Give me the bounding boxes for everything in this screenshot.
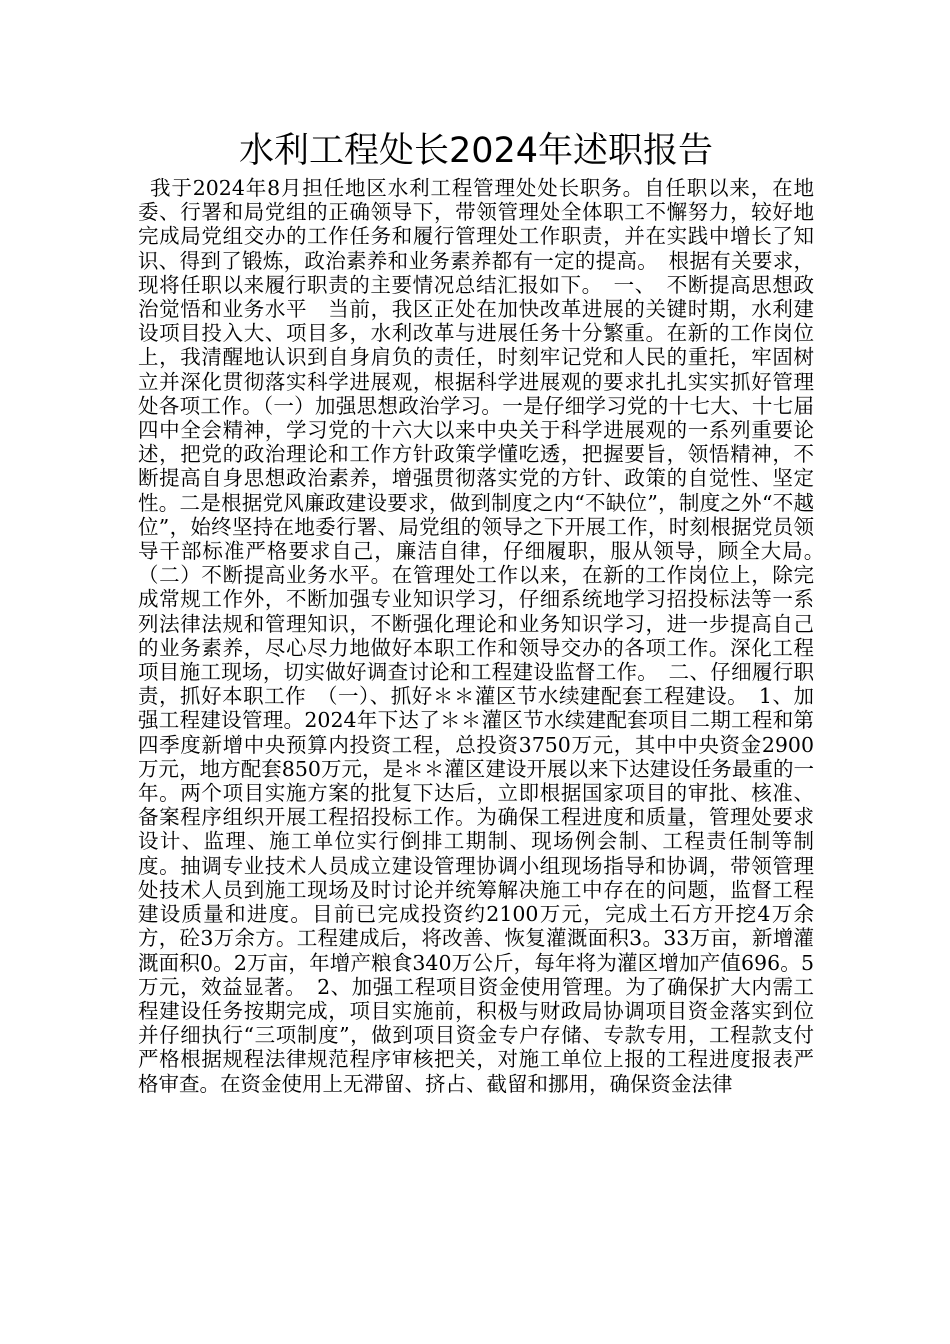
document-title: 水利工程处长2024年述职报告 <box>238 131 714 171</box>
document-body: 我于2024年8月担任地区水利工程管理处处长职务。自任职以来，在地委、行署和局党组的正确领导下，带领管理处全体职工不懈努力，较好地完成局党组交办的工作任务和履行管理处工作职责，并在实践中增长了知识、得到了锻炼，政治素养和业务素养都有一定的提高。 根据有关要求，现将任职以来履行职责的主要情况总结汇报如下。 一、 不断提高思想政治觉悟和业务水平 当前，我区正处在加快改革进展的关键时期，水利建设项目投入大、项目多，水利改革与进展任务十分繁重。在新的工作岗位上，我清醒地认识到自身肩负的责任，时刻牢记党和人民的重托，牢固树立并深化贯彻落实科学进展观，根据科学进展观的要求扎扎实实抓好管理处各项工作。（一）加强思想政治学习。一是仔细学习党的十七大、十七届四中全会精神，学习党的十六大以来中央关于科学进展观的一系列重要论述，把党的政治理论和工作方针政策学懂吃透，把握要旨，领悟精神，不断提高自身思想政治素养，增强贯彻落实党的方针、政策的自觉性、坚定性。二是根据党风廉政建设要求，做到制度之内“不缺位”，制度之外“不越位”，始终坚持在地委行署、局党组的领导之下开展工作，时刻根据党员领导干部标准严格要求自己，廉洁自律，仔细履职，服从领导，顾全大局。 （二）不断提高业务水平。在管理处工作以来，在新的工作岗位上，除完成常规工作外，不断加强专业知识学习，仔细系统地学习招投标法等一系列法律法规和管理知识，不断强化理论和业务知识学习，进一步提高自己的业务素养，尽心尽力地做好本职工作和领导交办的各项工作。深化工程项目施工现场，切实做好调查讨论和工程建设监督工作。 二、仔细履行职责，抓好本职工作 （一）、抓好＊＊灌区节水续建配套工程建设。 1、加强工程建设管理。2024年下达了＊＊灌区节水续建配套项目二期工程和第四季度新增中央预算内投资工程，总投资3750万元，其中中央资金2900万元，地方配套850万元，是＊＊灌区建设开展以来下达建设任务最重的一年。两个项目实施方案的批复下达后，立即根据国家项目的审批、核准、备案程序组织开展工程招投标工作。为确保工程进度和质量，管理处要求设计、监理、施工单位实行倒排工期制、现场例会制、工程责任制等制度。抽调专业技术人员成立建设管理协调小组现场指导和协调，带领管理处技术人员到施工现场及时讨论并统筹解决施工中存在的问题，监督工程建设质量和进度。目前已完成投资约2100万元，完成土石方开挖4万余方，砼3万余方。工程建成后，将改善、恢复灌溉面积3。33万亩，新增灌溉面积0。2万亩，年增产粮食340万公斤，每年将为灌区增加产值696。5万元，效益显著。 2、加强工程项目资金使用管理。为了确保扩大内需工程建设任务按期完成，项目实施前，积极与财政局协调项目资金落实到位并仔细执行“三项制度”，做到项目资金专户存储、专款专用，工程款支付严格根据规程法律规范程序审核把关，对施工单位上报的工程进度报表严格审查。在资金使用上无滞留、挤占、截留和挪用，确保资金法律 <box>138 176 835 1096</box>
document-page <box>138 128 835 1096</box>
